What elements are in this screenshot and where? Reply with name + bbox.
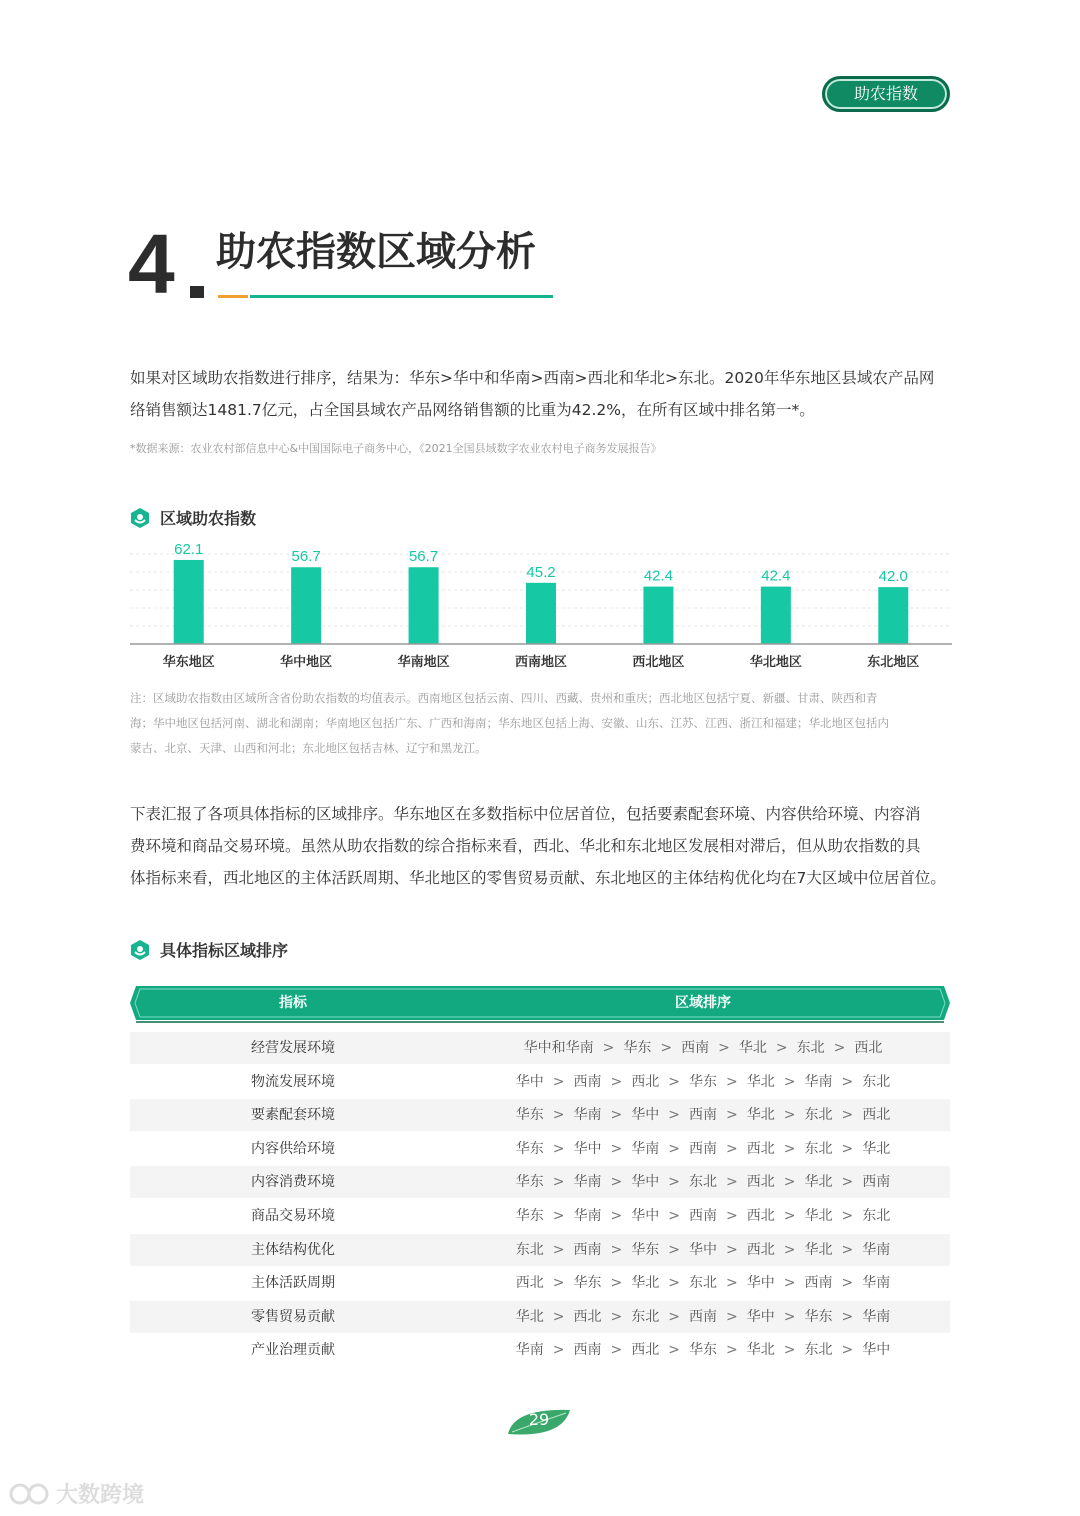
ranking-region: 华北: [804, 1208, 833, 1224]
header-indicator: 指标: [279, 995, 307, 1011]
ranking-separator: >: [668, 1342, 680, 1359]
ranking-region: 华中: [573, 1140, 602, 1157]
ranking-separator: >: [668, 1107, 680, 1124]
note-line: 海；华中地区包括河南、湖北和湖南；华南地区包括广东、广西和海南；华东地区包括上海、安徽、山东、江苏、江西、浙江和福建；华北地区包括内: [130, 716, 889, 730]
ranking-separator: >: [552, 1174, 565, 1191]
ranking-region: 华中: [515, 1073, 544, 1090]
ranking-separator: >: [668, 1275, 680, 1292]
ranking-region: 东北: [804, 1140, 833, 1157]
ranking-separator: >: [833, 1040, 846, 1056]
ranking-separator: >: [783, 1308, 796, 1325]
ranking-separator: >: [783, 1174, 796, 1191]
ranking-region: 华中: [631, 1174, 660, 1191]
title-underline: [250, 295, 553, 298]
category-label: 华北地区: [749, 655, 802, 670]
ranking-region: 华北: [515, 1308, 544, 1325]
chart-heading: [130, 506, 256, 529]
ranking-region: 西北: [746, 1174, 775, 1191]
ranking-separator: >: [841, 1275, 854, 1292]
ranking-region: 华北: [746, 1073, 775, 1090]
ranking-region: 华中: [689, 1241, 717, 1258]
bar-value-label: 42.4: [761, 567, 791, 585]
chart-bar: [526, 583, 556, 644]
chart-bar: [409, 567, 439, 644]
ranking-separator: >: [726, 1342, 738, 1359]
row-ranking: [456, 1334, 950, 1366]
ranking-separator: >: [552, 1073, 565, 1090]
ranking-separator: >: [610, 1140, 623, 1157]
ranking-separator: >: [552, 1107, 565, 1124]
table-row: [130, 1200, 950, 1232]
ranking-separator: >: [668, 1073, 680, 1090]
ranking-separator: >: [610, 1308, 623, 1325]
ranking-region: 华北: [631, 1275, 660, 1292]
table-header: [130, 984, 950, 1024]
ranking-separator: >: [726, 1107, 738, 1124]
ranking-region: 华南: [573, 1174, 602, 1191]
ranking-separator: >: [610, 1073, 623, 1090]
row-indicator: 零售贸易贡献: [251, 1308, 335, 1325]
table-row: [130, 1166, 950, 1198]
shield-leaf-icon: [130, 939, 150, 961]
intro-line: 如果对区域助农指数进行排序，结果为：华东>华中和华南>西南>西北和华北>东北。2020年华东地区县域农产品网: [130, 369, 935, 387]
ranking-separator: >: [783, 1107, 796, 1124]
ranking-separator: >: [668, 1174, 680, 1191]
ranking-separator: >: [668, 1140, 680, 1157]
ranking-separator: >: [552, 1308, 565, 1325]
bar-value-label: 42.0: [878, 568, 908, 586]
ranking-separator: >: [718, 1040, 730, 1056]
ranking-separator: >: [726, 1140, 738, 1157]
ranking-region: 华东: [573, 1275, 602, 1292]
ranking-separator: >: [783, 1342, 796, 1359]
ranking-separator: >: [726, 1275, 738, 1292]
section-number-dot: [190, 286, 204, 298]
chart-bar: [291, 567, 321, 644]
ranking-separator: >: [552, 1140, 565, 1157]
ranking-region: 华南: [862, 1275, 891, 1292]
ranking-separator: >: [552, 1241, 565, 1258]
ranking-separator: >: [726, 1208, 738, 1224]
ranking-separator: >: [775, 1040, 788, 1056]
ranking-region: 西南: [689, 1140, 717, 1157]
row-indicator: 商品交易环境: [251, 1208, 335, 1224]
row-indicator: 主体结构优化: [251, 1241, 335, 1258]
ranking-region: 华东: [689, 1073, 717, 1090]
bar-value-label: 42.4: [643, 567, 674, 585]
ranking-separator: >: [668, 1208, 680, 1224]
header-ranking: 区域排序: [675, 995, 731, 1011]
data-source-note: *数据来源：农业农村部信息中心&中国国际电子商务中心，《2021全国县域数字农业农村电子商务发展报告》: [130, 442, 662, 455]
ranking-region: 西北: [573, 1308, 602, 1325]
summary-line: 下表汇报了各项具体指标的区域排序。华东地区在多数指标中位居首位，包括要素配套环境、内容供给环境、内容消: [130, 805, 921, 823]
row-ranking: [456, 1066, 950, 1098]
ranking-separator: >: [841, 1241, 854, 1258]
row-ranking: [456, 1301, 950, 1333]
row-ranking: [456, 1234, 950, 1266]
bar-value-label: 62.1: [174, 540, 204, 558]
ranking-region: 西南: [573, 1073, 602, 1090]
ranking-region: 华中: [746, 1308, 775, 1325]
ranking-separator: >: [610, 1342, 623, 1359]
watermark: [8, 1478, 144, 1509]
summary-line: 费环境和商品交易环境。虽然从助农指数的综合指标来看，西北、华北和东北地区发展相对滞后，但从助农指数的具: [130, 837, 921, 855]
ranking-region: 西北: [746, 1140, 775, 1157]
ranking-region: 西南: [689, 1107, 717, 1124]
category-label: 东北地区: [867, 655, 920, 670]
intro-paragraph: [130, 362, 952, 426]
ranking-region: 华东: [631, 1241, 660, 1258]
ranking-region: 西南: [681, 1040, 710, 1056]
ranking-separator: >: [841, 1342, 854, 1359]
ranking-region: 东北: [862, 1208, 891, 1224]
ranking-region: 西南: [573, 1342, 602, 1359]
row-indicator: 经营发展环境: [251, 1040, 335, 1056]
ranking-separator: >: [726, 1241, 738, 1258]
ranking-region: 西南: [689, 1208, 717, 1224]
ranking-region: 华中和华南: [523, 1040, 594, 1056]
ranking-region: 华南: [862, 1308, 891, 1325]
ranking-region: 华南: [631, 1140, 660, 1157]
row-ranking: [456, 1200, 950, 1232]
ranking-separator: >: [610, 1208, 623, 1224]
chart-bar: [878, 587, 908, 644]
ranking-region: 华东: [515, 1107, 544, 1124]
ranking-region: 华中: [631, 1107, 660, 1124]
ranking-region: 西北: [862, 1107, 891, 1124]
ranking-region: 西南: [689, 1308, 717, 1325]
ranking-region: 西北: [854, 1040, 883, 1056]
row-ranking: [456, 1099, 950, 1131]
ranking-separator: >: [552, 1208, 565, 1224]
table-row: [130, 1032, 950, 1064]
ranking-region: 东北: [631, 1308, 660, 1325]
row-indicator: 内容消费环境: [251, 1174, 335, 1191]
ranking-region: 西北: [746, 1241, 775, 1258]
ranking-separator: >: [783, 1241, 796, 1258]
category-label: 华东地区: [162, 655, 215, 670]
category-label: 华南地区: [397, 655, 450, 670]
table-row: [130, 1099, 950, 1131]
ranking-region: 华北: [746, 1342, 775, 1359]
ranking-region: 华北: [746, 1107, 775, 1124]
ranking-region: 华东: [515, 1174, 544, 1191]
ranking-region: 华东: [689, 1342, 717, 1359]
chart-title: 区域助农指数: [160, 509, 257, 528]
ranking-region: 西北: [746, 1208, 775, 1224]
region-index-bar-chart: [130, 538, 952, 678]
ranking-separator: >: [726, 1073, 738, 1090]
row-ranking: [456, 1032, 950, 1064]
ranking-separator: >: [610, 1241, 623, 1258]
chart-bar: [643, 587, 673, 644]
ranking-region: 西北: [631, 1073, 660, 1090]
ranking-region: 西北: [631, 1342, 660, 1359]
ranking-separator: >: [660, 1040, 673, 1056]
watermark-logo-icon: [8, 1482, 52, 1506]
ranking-region: 华北: [862, 1140, 891, 1157]
title-underline-accent: [218, 295, 248, 298]
ranking-separator: >: [783, 1275, 796, 1292]
ranking-region: 东北: [515, 1241, 544, 1258]
row-ranking: [456, 1166, 950, 1198]
ranking-region: 华南: [573, 1107, 602, 1124]
bar-value-label: 45.2: [526, 563, 556, 581]
row-indicator: 内容供给环境: [251, 1140, 335, 1157]
row-ranking: [456, 1267, 950, 1299]
ranking-separator: >: [726, 1308, 738, 1325]
row-indicator: 要素配套环境: [251, 1107, 335, 1124]
bar-value-label: 56.7: [408, 548, 439, 566]
ranking-region: 华南: [862, 1241, 891, 1258]
ranking-region: 西北: [515, 1275, 544, 1292]
intro-line: 络销售额达1481.7亿元，占全国县域农产品网络销售额的比重为42.2%，在所有区域中排名第一*。: [130, 401, 815, 419]
chart-bar: [761, 587, 791, 644]
ranking-region: 华南: [573, 1208, 602, 1224]
chart-note: [130, 686, 952, 761]
table-row: [130, 1133, 950, 1165]
ranking-region: 华东: [515, 1140, 544, 1157]
ranking-separator: >: [841, 1174, 854, 1191]
section-tag: 助农指数: [822, 76, 950, 112]
summary-paragraph: [130, 798, 952, 894]
ranking-separator: >: [610, 1275, 623, 1292]
ranking-separator: >: [783, 1208, 796, 1224]
ranking-region: 西南: [862, 1174, 891, 1191]
ranking-region: 华东: [515, 1208, 544, 1224]
ranking-region: 东北: [796, 1040, 825, 1056]
ranking-separator: >: [602, 1040, 615, 1056]
section-title: 助农指数区域分析: [216, 229, 536, 275]
ranking-region: 华东: [804, 1308, 833, 1325]
shield-leaf-icon: [130, 507, 150, 529]
table-row: [130, 1267, 950, 1299]
ranking-region: 华中: [746, 1275, 775, 1292]
ranking-region: 西南: [573, 1241, 602, 1258]
row-indicator: 产业治理贡献: [251, 1342, 335, 1359]
section-number: 4: [128, 217, 175, 311]
category-label: 华中地区: [280, 655, 333, 670]
note-line: 蒙古、北京、天津、山西和河北；东北地区包括吉林、辽宁和黑龙江。: [130, 741, 487, 755]
ranking-separator: >: [610, 1107, 623, 1124]
ranking-region: 华北: [738, 1040, 767, 1056]
ranking-separator: >: [552, 1275, 565, 1292]
ranking-region: 西南: [804, 1275, 833, 1292]
ranking-region: 华东: [623, 1040, 652, 1056]
table-heading: [130, 938, 288, 961]
ranking-region: 华北: [804, 1174, 833, 1191]
row-ranking: [456, 1133, 950, 1165]
table-row: [130, 1066, 950, 1098]
ranking-separator: >: [552, 1342, 565, 1359]
ranking-region: 华南: [804, 1073, 833, 1090]
page-number: 29: [528, 1410, 550, 1429]
summary-line: 体指标来看，西北地区的主体活跃周期、华北地区的零售贸易贡献、东北地区的主体结构优化均在7大区域中位居首位。: [130, 869, 946, 887]
ranking-region: 华中: [862, 1342, 891, 1359]
category-label: 西北地区: [632, 655, 685, 670]
ranking-separator: >: [726, 1174, 738, 1191]
ranking-separator: >: [841, 1107, 854, 1124]
ranking-separator: >: [841, 1073, 854, 1090]
watermark-text: 大数跨境: [56, 1483, 145, 1508]
ranking-region: 东北: [689, 1275, 717, 1292]
ranking-separator: >: [841, 1308, 854, 1325]
ranking-separator: >: [668, 1241, 680, 1258]
ranking-separator: >: [783, 1073, 796, 1090]
note-line: 注：区域助农指数由区域所含省份助农指数的均值表示。西南地区包括云南、四川、西藏、贵州和重庆；西北地区包括宁夏、新疆、甘肃、陕西和青: [130, 691, 878, 705]
ranking-region: 东北: [862, 1073, 891, 1090]
row-indicator: 主体活跃周期: [251, 1275, 335, 1292]
ranking-separator: >: [841, 1140, 854, 1157]
ranking-separator: >: [841, 1208, 854, 1224]
ranking-region: 华中: [631, 1208, 660, 1224]
ranking-region: 东北: [689, 1174, 717, 1191]
category-label: 西南地区: [514, 655, 568, 670]
ranking-region: 东北: [804, 1342, 833, 1359]
table-row: [130, 1301, 950, 1333]
ranking-separator: >: [610, 1174, 623, 1191]
table-row: [130, 1334, 950, 1366]
chart-bar: [174, 560, 204, 644]
row-indicator: 物流发展环境: [251, 1073, 335, 1090]
table-row: [130, 1234, 950, 1266]
ranking-separator: >: [783, 1140, 796, 1157]
ranking-region: 东北: [804, 1107, 833, 1124]
ranking-region: 华南: [515, 1342, 544, 1359]
ranking-separator: >: [668, 1308, 680, 1325]
table-title: 具体指标区域排序: [160, 941, 289, 960]
bar-value-label: 56.7: [291, 548, 321, 566]
ranking-region: 华北: [804, 1241, 833, 1258]
